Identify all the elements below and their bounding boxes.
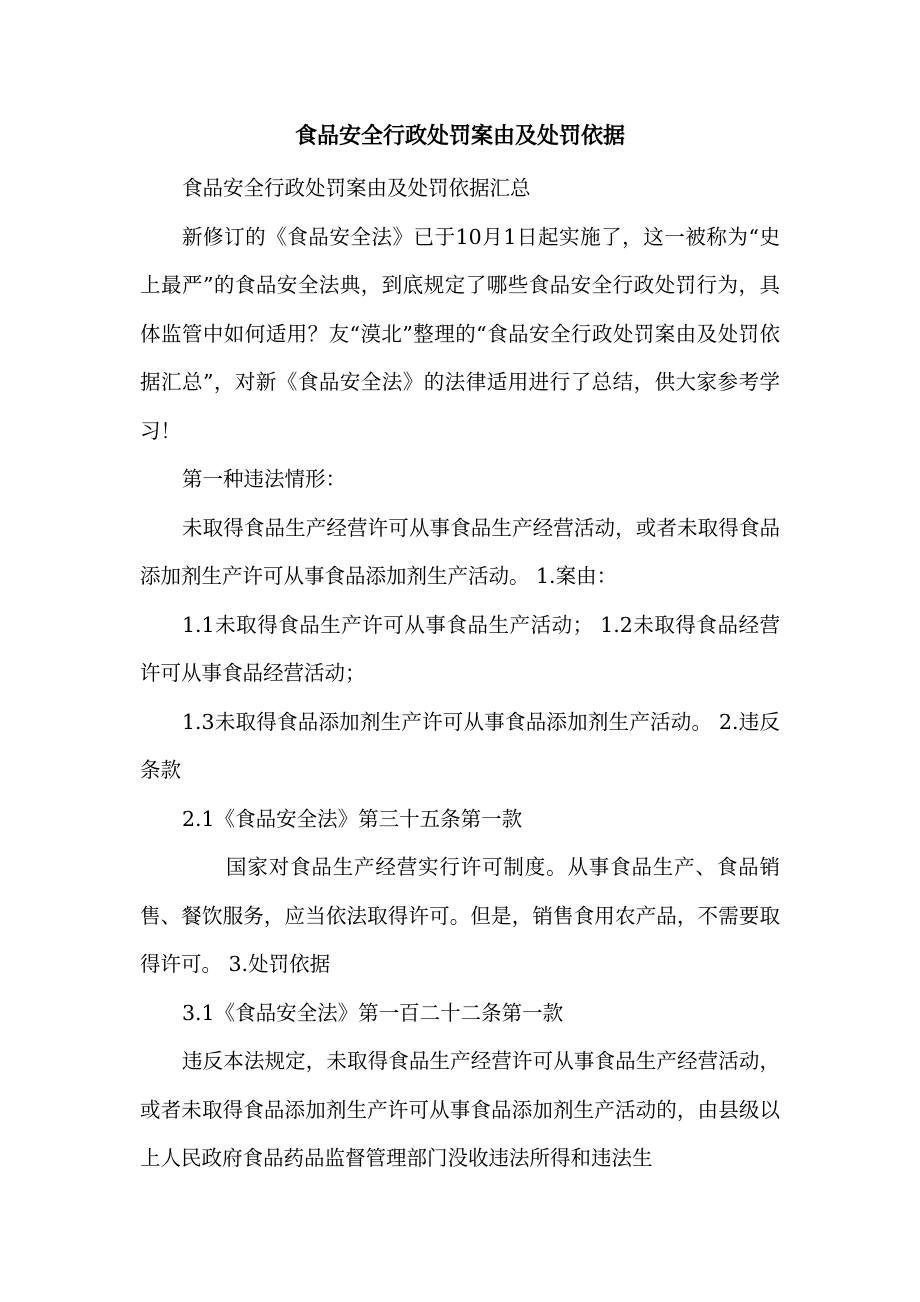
paragraph-first-violation-heading: 第一种违法情形： <box>182 467 346 491</box>
paragraph-article-3-1: 3.1《食品安全法》第一百二十二条第一款 <box>182 1000 564 1025</box>
paragraph-summary-heading: 食品安全行政处罚案由及处罚依据汇总 <box>182 176 531 200</box>
paragraph-case-1-3: 1.3未取得食品添加剂生产许可从事食品添加剂生产活动。 2.违反条款 <box>140 709 780 782</box>
document-title: 食品安全行政处罚案由及处罚依据 <box>294 123 625 149</box>
paragraph-intro: 新修订的《食品安全法》已于10月1日起实施了，这一被称为“史上最严”的食品安全法典，到底规定了哪些食品安全行政处罚行为，具体监管中如何适用？友“漠北”整理的“食品安全行政处罚案由及处罚依据汇总”，对新《食品安全法》的法律适用进行了总结，供大家参考学习！ <box>140 224 780 443</box>
paragraph-licensing-rule: 国家对食品生产经营实行许可制度。从事食品生产、食品销售、餐饮服务，应当依法取得许可。但是，销售食用农产品，不需要取得许可。 3.处罚依据 <box>140 855 780 976</box>
paragraph-penalty-text: 违反本法规定，未取得食品生产经营许可从事食品生产经营活动，或者未取得食品添加剂生产许可从事食品添加剂生产活动的，由县级以上人民政府食品药品监督管理部门没收违法所得和违法生 <box>140 1049 780 1170</box>
paragraph-violation-description: 未取得食品生产经营许可从事食品生产经营活动，或者未取得食品添加剂生产许可从事食品添加剂生产活动。 1.案由： <box>140 515 780 588</box>
paragraph-article-2-1: 2.1《食品安全法》第三十五条第一款 <box>182 806 523 831</box>
paragraph-case-1-1-1-2: 1.1未取得食品生产许可从事食品生产活动； 1.2未取得食品经营许可从事食品经营活动； <box>140 612 780 685</box>
document-body <box>140 164 780 1183</box>
